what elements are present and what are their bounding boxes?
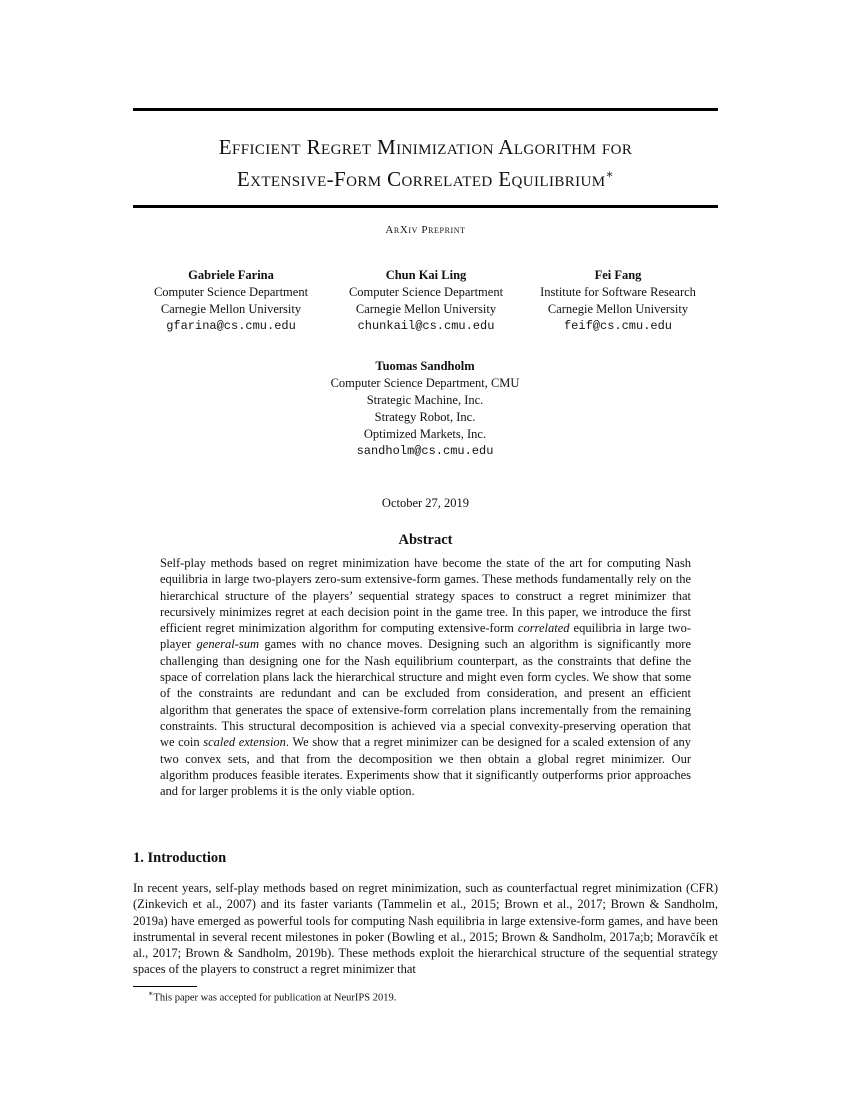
preprint-label: ArXiv Preprint (385, 224, 466, 236)
title-line-1: Efficient Regret Minimization Algorithm for (218, 135, 633, 159)
paper-title (133, 134, 718, 193)
abstract-emphasis: general-sum (196, 637, 260, 652)
title-line-2-text: Extensive-Form Correlated Equilibrium (236, 167, 606, 191)
author-email: feif@cs.cmu.edu (563, 319, 673, 333)
introduction-body: In recent years, self-play methods based on regret minimization, such as counterfactual regret minimization (CFR) (Zinkevich et al., 2007) and its faster variants (Tammelin et al., 2015; Brown et al., 2017; Brown & Sandholm, 2019a) have emerged as powerful tools for computing Nash equilibria in large extensive-form games, and have been instrumental in several recent milestones in poker (Bowling et al., 2015; Brown & Sandholm, 2017a;b; Moravčík et al., 2017; Brown & Sandholm, 2019b). These methods exploit the hierarchical structure of the sequential strategy spaces of the players to construct a regret minimizer that (133, 881, 718, 977)
abstract-text: games with no chance moves. Designing such an algorithm is significantly more challenging than designing one for the Nash equilibrium counterpart, as the constraints that define the space of correlation plans lack the hierarchical structure and might even form cycles. We show that some of the constraints are redundant and can be excluded from consideration, and present an efficient algorithm that generates the space of extensive-form correlation plans incrementally from the remaining constraints. This structural decomposition is achieved via a special convexity-preserving operation that we coin (160, 637, 691, 750)
author-email: gfarina@cs.cmu.edu (166, 319, 296, 333)
title-footnote-marker: ∗ (605, 167, 615, 181)
abstract-emphasis: scaled extension (203, 735, 286, 750)
title-line-2 (133, 161, 718, 193)
author-affiliation: Institute for Software Research (540, 285, 696, 299)
footnote-text: This paper was accepted for publication at NeurIPS 2019. (153, 992, 397, 1004)
abstract-text: . We show that a regret minimizer can be designed for a scaled extension of any two convex sets, and that from the decomposition we then obtain a global regret minimizer. Our algorithm produces feasible iterates. Experiments show that it significantly outperforms prior approaches and for larger problems it is the only viable option. (160, 735, 692, 799)
author-affiliation: Carnegie Mellon University (547, 302, 689, 316)
author-affiliation: Optimized Markets, Inc. (363, 427, 487, 441)
author-block-4 (300, 358, 550, 460)
author-block-2 (333, 267, 519, 335)
author-affiliation: Computer Science Department (348, 285, 504, 299)
abstract-text: Self-play methods based on regret minimization have become the state of the art for computing Nash equilibria in large two-players zero-sum extensive-form games. These methods fundamentally rely on the hierarchical structure of the players’ sequential strategy spaces to construct a regret minimizer that recursively minimizes regret at each decision point in the game tree. In this paper, we introduce the first efficient regret minimization algorithm for computing extensive-form (160, 556, 691, 636)
title-top-rule (133, 108, 718, 111)
author-affiliation: Carnegie Mellon University (160, 302, 302, 316)
title-bottom-rule (133, 205, 718, 208)
section-heading-introduction: 1. Introduction (133, 850, 227, 866)
author-block-3 (525, 267, 711, 335)
footnote (148, 989, 396, 1004)
author-affiliation: Computer Science Department (153, 285, 309, 299)
author-affiliation: Carnegie Mellon University (355, 302, 497, 316)
author-email: sandholm@cs.cmu.edu (356, 444, 494, 458)
footnote-marker: ∗ (148, 989, 154, 998)
abstract-emphasis: correlated (517, 621, 570, 636)
author-name: Chun Kai Ling (385, 268, 467, 282)
author-affiliation: Strategic Machine, Inc. (366, 393, 484, 407)
abstract-text: equilibria in large two-player (160, 621, 691, 652)
abstract-body (160, 555, 691, 799)
paper-date: October 27, 2019 (381, 496, 470, 510)
footnote-rule (133, 986, 197, 987)
author-affiliation: Computer Science Department, CMU (330, 376, 520, 390)
abstract-heading: Abstract (398, 532, 453, 548)
author-name: Tuomas Sandholm (375, 359, 475, 373)
author-block-1 (138, 267, 324, 335)
author-affiliation: Strategy Robot, Inc. (374, 410, 476, 424)
author-name: Fei Fang (594, 268, 642, 282)
author-email: chunkail@cs.cmu.edu (357, 319, 495, 333)
author-name: Gabriele Farina (188, 268, 274, 282)
